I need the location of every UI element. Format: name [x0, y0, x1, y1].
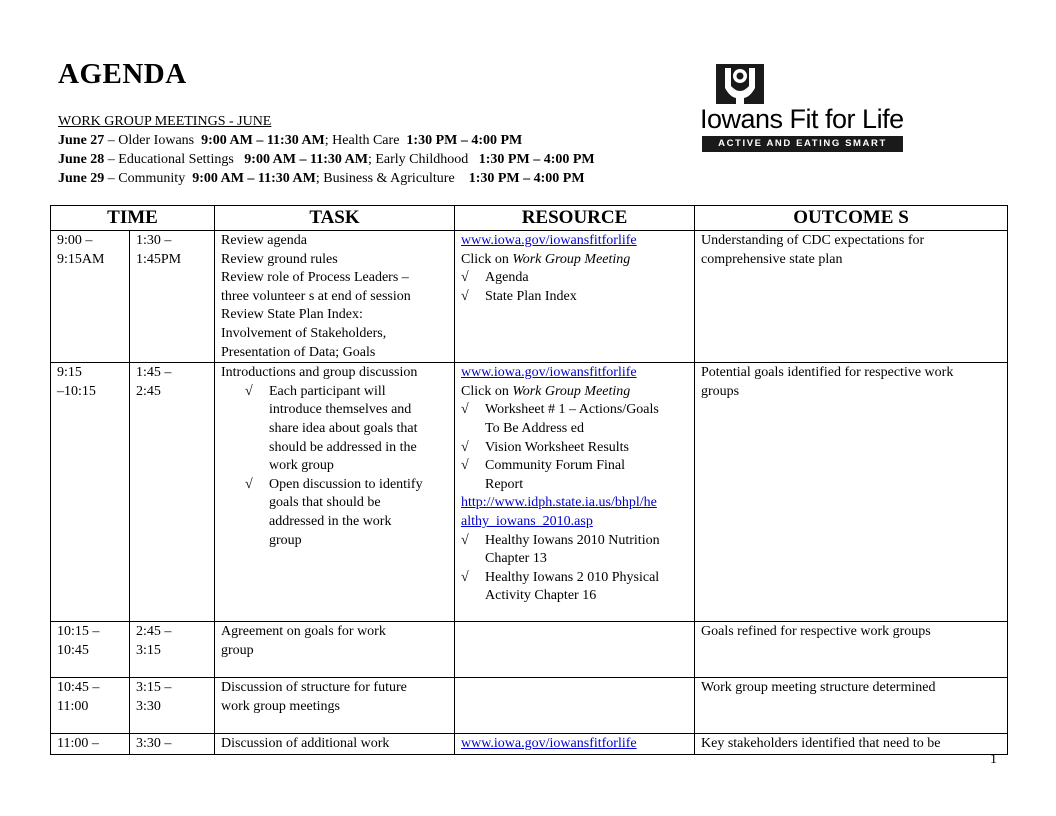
schedule-line: June 29 – Community 9:00 AM – 11:30 AM; Business & Agriculture 1:30 PM – 4:00 PM — [58, 171, 585, 186]
logo-tagline: ACTIVE AND EATING SMART — [702, 136, 903, 152]
check-item: √ Community Forum Final Report — [461, 457, 688, 494]
pm-time-cell: 2:45 – 3:15 — [130, 622, 215, 678]
checkmark-icon: √ — [461, 569, 469, 585]
iowa-fit-link[interactable]: www.iowa.gov/iowansfitforlife — [461, 233, 637, 248]
checkmark-icon: √ — [245, 383, 253, 399]
meetings-header: WORK GROUP MEETINGS - JUNE — [58, 114, 272, 129]
resource-cell: www.iowa.gov/iowansfitforlife Click on Work Group Meeting √ Agenda √ State Plan Index — [455, 231, 695, 363]
table-row — [51, 231, 1008, 363]
outcome-cell: Work group meeting structure determined — [695, 678, 1008, 734]
time-header: TIME — [51, 206, 215, 231]
resource-cell: www.iowa.gov/iowansfitforlife Click on Work Group Meeting √ Worksheet # 1 – Actions/Goals To Be Address ed √ Vision Worksheet Results √ Community Forum Final Report http://www.idph.state.ia.us/bhpl/he althy_iowans_2010.asp √ Healthy Iowans 2010 Nutrition Chapter 13 √ Healthy Iowans 2 010 Physical Activity Chapter 16 — [455, 363, 695, 622]
pm-time-cell: 3:30 – — [130, 734, 215, 755]
checkmark-icon: √ — [245, 476, 253, 492]
page-number: 1 — [990, 752, 997, 767]
check-item: √ Vision Worksheet Results — [461, 439, 688, 458]
check-item: √ Each participant will introduce themselves and share idea about goals that should be addressed in the work group — [221, 383, 448, 476]
pm-time-cell: 1:45 – 2:45 — [130, 363, 215, 622]
agenda-table — [50, 205, 1008, 755]
outcome-cell: Key stakeholders identified that need to be — [695, 734, 1008, 755]
outcome-cell: Goals refined for respective work groups — [695, 622, 1008, 678]
check-item: √ Healthy Iowans 2010 Nutrition Chapter 13 — [461, 532, 688, 569]
idph-link[interactable]: http://www.idph.state.ia.us/bhpl/he althy_iowans_2010.asp — [461, 495, 657, 529]
resource-cell — [455, 734, 695, 755]
checkmark-icon: √ — [461, 532, 469, 548]
check-item: √ Healthy Iowans 2 010 Physical Activity Chapter 16 — [461, 569, 688, 606]
checkmark-icon: √ — [461, 288, 469, 304]
outcome-header: OUTCOME S — [695, 206, 1008, 231]
schedule-line: June 28 – Educational Settings 9:00 AM – 11:30 AM; Early Childhood 1:30 PM – 4:00 PM — [58, 152, 595, 167]
meeting-schedule — [58, 112, 595, 188]
iowans-fit-for-life-logo — [700, 64, 905, 152]
resource-cell — [455, 678, 695, 734]
task-cell: Discussion of structure for future work group meetings — [215, 678, 455, 734]
check-item: √ State Plan Index — [461, 288, 688, 307]
resource-header: RESOURCE — [455, 206, 695, 231]
task-cell: Discussion of additional work — [215, 734, 455, 755]
checkmark-icon: √ — [461, 270, 469, 286]
checkmark-icon: √ — [461, 458, 469, 474]
logo-brand: Iowans Fit for Life — [700, 104, 904, 134]
table-row — [51, 363, 1008, 622]
table-row — [51, 622, 1008, 678]
check-item: √ Open discussion to identify goals that should be addressed in the work group — [221, 476, 448, 550]
table-row — [51, 678, 1008, 734]
checkmark-icon: √ — [461, 439, 469, 455]
pm-time-cell: 3:15 – 3:30 — [130, 678, 215, 734]
am-time-cell: 10:15 – 10:45 — [51, 622, 130, 678]
outcome-cell: Potential goals identified for respective work groups — [695, 363, 1008, 622]
task-cell: Introductions and group discussion √ Each participant will introduce themselves and share idea about goals that should be addressed in the work group √ Open discussion to identify goals that should be addressed in the work group — [215, 363, 455, 622]
resource-cell — [455, 622, 695, 678]
table-header-row — [51, 206, 1008, 231]
task-cell: Review agenda Review ground rules Review role of Process Leaders – three volunteer s at end of session Review State Plan Index: Involvement of Stakeholders, Presentation of Data; Goals — [215, 231, 455, 363]
outcome-cell: Understanding of CDC expectations for comprehensive state plan — [695, 231, 1008, 363]
schedule-line: June 27 – Older Iowans 9:00 AM – 11:30 AM; Health Care 1:30 PM – 4:00 PM — [58, 133, 523, 148]
am-time-cell: 9:00 – 9:15AM — [51, 231, 130, 363]
check-item: √ Agenda — [461, 269, 688, 288]
check-item: √ Worksheet # 1 – Actions/Goals To Be Address ed — [461, 401, 688, 438]
task-cell: Agreement on goals for work group — [215, 622, 455, 678]
pm-time-cell: 1:30 – 1:45PM — [130, 231, 215, 363]
am-time-cell: 11:00 – — [51, 734, 130, 755]
figure-icon — [716, 64, 764, 104]
agenda-title: AGENDA — [58, 58, 187, 90]
iowa-fit-link[interactable]: www.iowa.gov/iowansfitforlife — [461, 736, 637, 752]
am-time-cell: 10:45 – 11:00 — [51, 678, 130, 734]
table-row — [51, 734, 1008, 755]
task-header: TASK — [215, 206, 455, 231]
iowa-fit-link[interactable]: www.iowa.gov/iowansfitforlife — [461, 365, 637, 381]
am-time-cell: 9:15 –10:15 — [51, 363, 130, 622]
checkmark-icon: √ — [461, 402, 469, 418]
